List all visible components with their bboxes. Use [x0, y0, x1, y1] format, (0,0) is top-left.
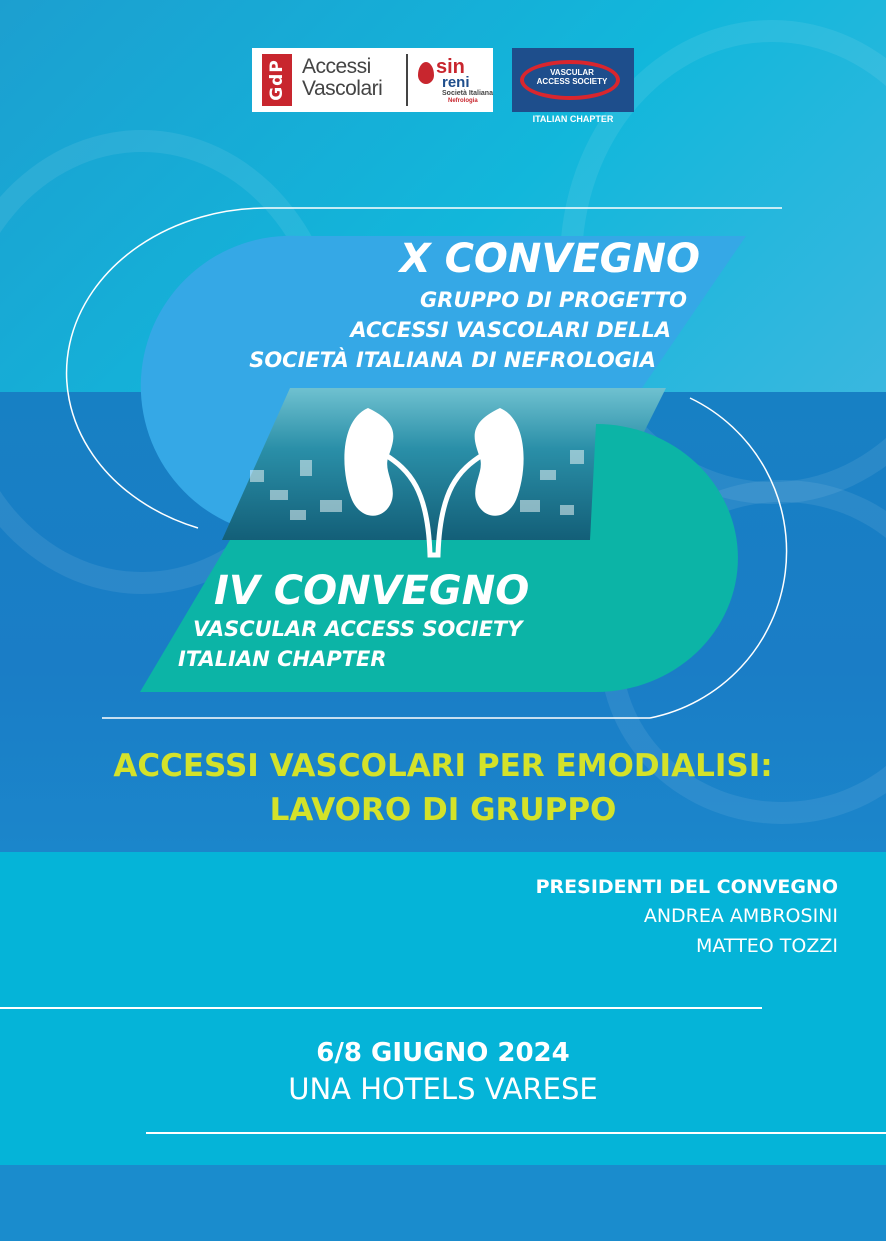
main-title-line2: LAVORO DI GRUPPO	[269, 792, 617, 828]
convegno-x-line3: SOCIETÀ ITALIANA DI NEFROLOGIA	[249, 348, 656, 372]
event-date: 6/8 GIUGNO 2024	[316, 1038, 570, 1068]
gdp-mark: GdP	[262, 54, 292, 106]
divider-line-bottom	[146, 1132, 886, 1134]
gdp-wordmark: Accessi Vascolari	[302, 55, 383, 100]
main-title-line1: ACCESSI VASCOLARI PER EMODIALISI:	[113, 748, 773, 784]
convegno-x-title: X CONVEGNO	[399, 236, 700, 282]
event-venue: UNA HOTELS VARESE	[288, 1072, 598, 1106]
presidents-heading: PRESIDENTI DEL CONVEGNO	[535, 876, 838, 898]
divider-line-lower	[0, 1007, 762, 1009]
convegno-iv-line2: ITALIAN CHAPTER	[178, 647, 387, 671]
convegno-x-line1: GRUPPO DI PROGETTO	[420, 288, 687, 312]
vas-chapter-label: ITALIAN CHAPTER	[532, 114, 614, 124]
president-name: ANDREA AMBROSINI	[643, 905, 838, 927]
convegno-iv-line1: VASCULAR ACCESS SOCIETY	[193, 617, 523, 641]
vas-wordmark: VASCULAR ACCESS SOCIETY	[536, 68, 608, 86]
background-bottom	[0, 1165, 886, 1241]
convegno-x-line2: ACCESSI VASCOLARI DELLA	[350, 318, 671, 342]
convegno-iv-title: IV CONVEGNO	[214, 568, 530, 614]
sin-reni-logo: sin reni Società Italiana Nefrologia	[436, 56, 493, 104]
president-name: MATTEO TOZZI	[696, 935, 838, 957]
